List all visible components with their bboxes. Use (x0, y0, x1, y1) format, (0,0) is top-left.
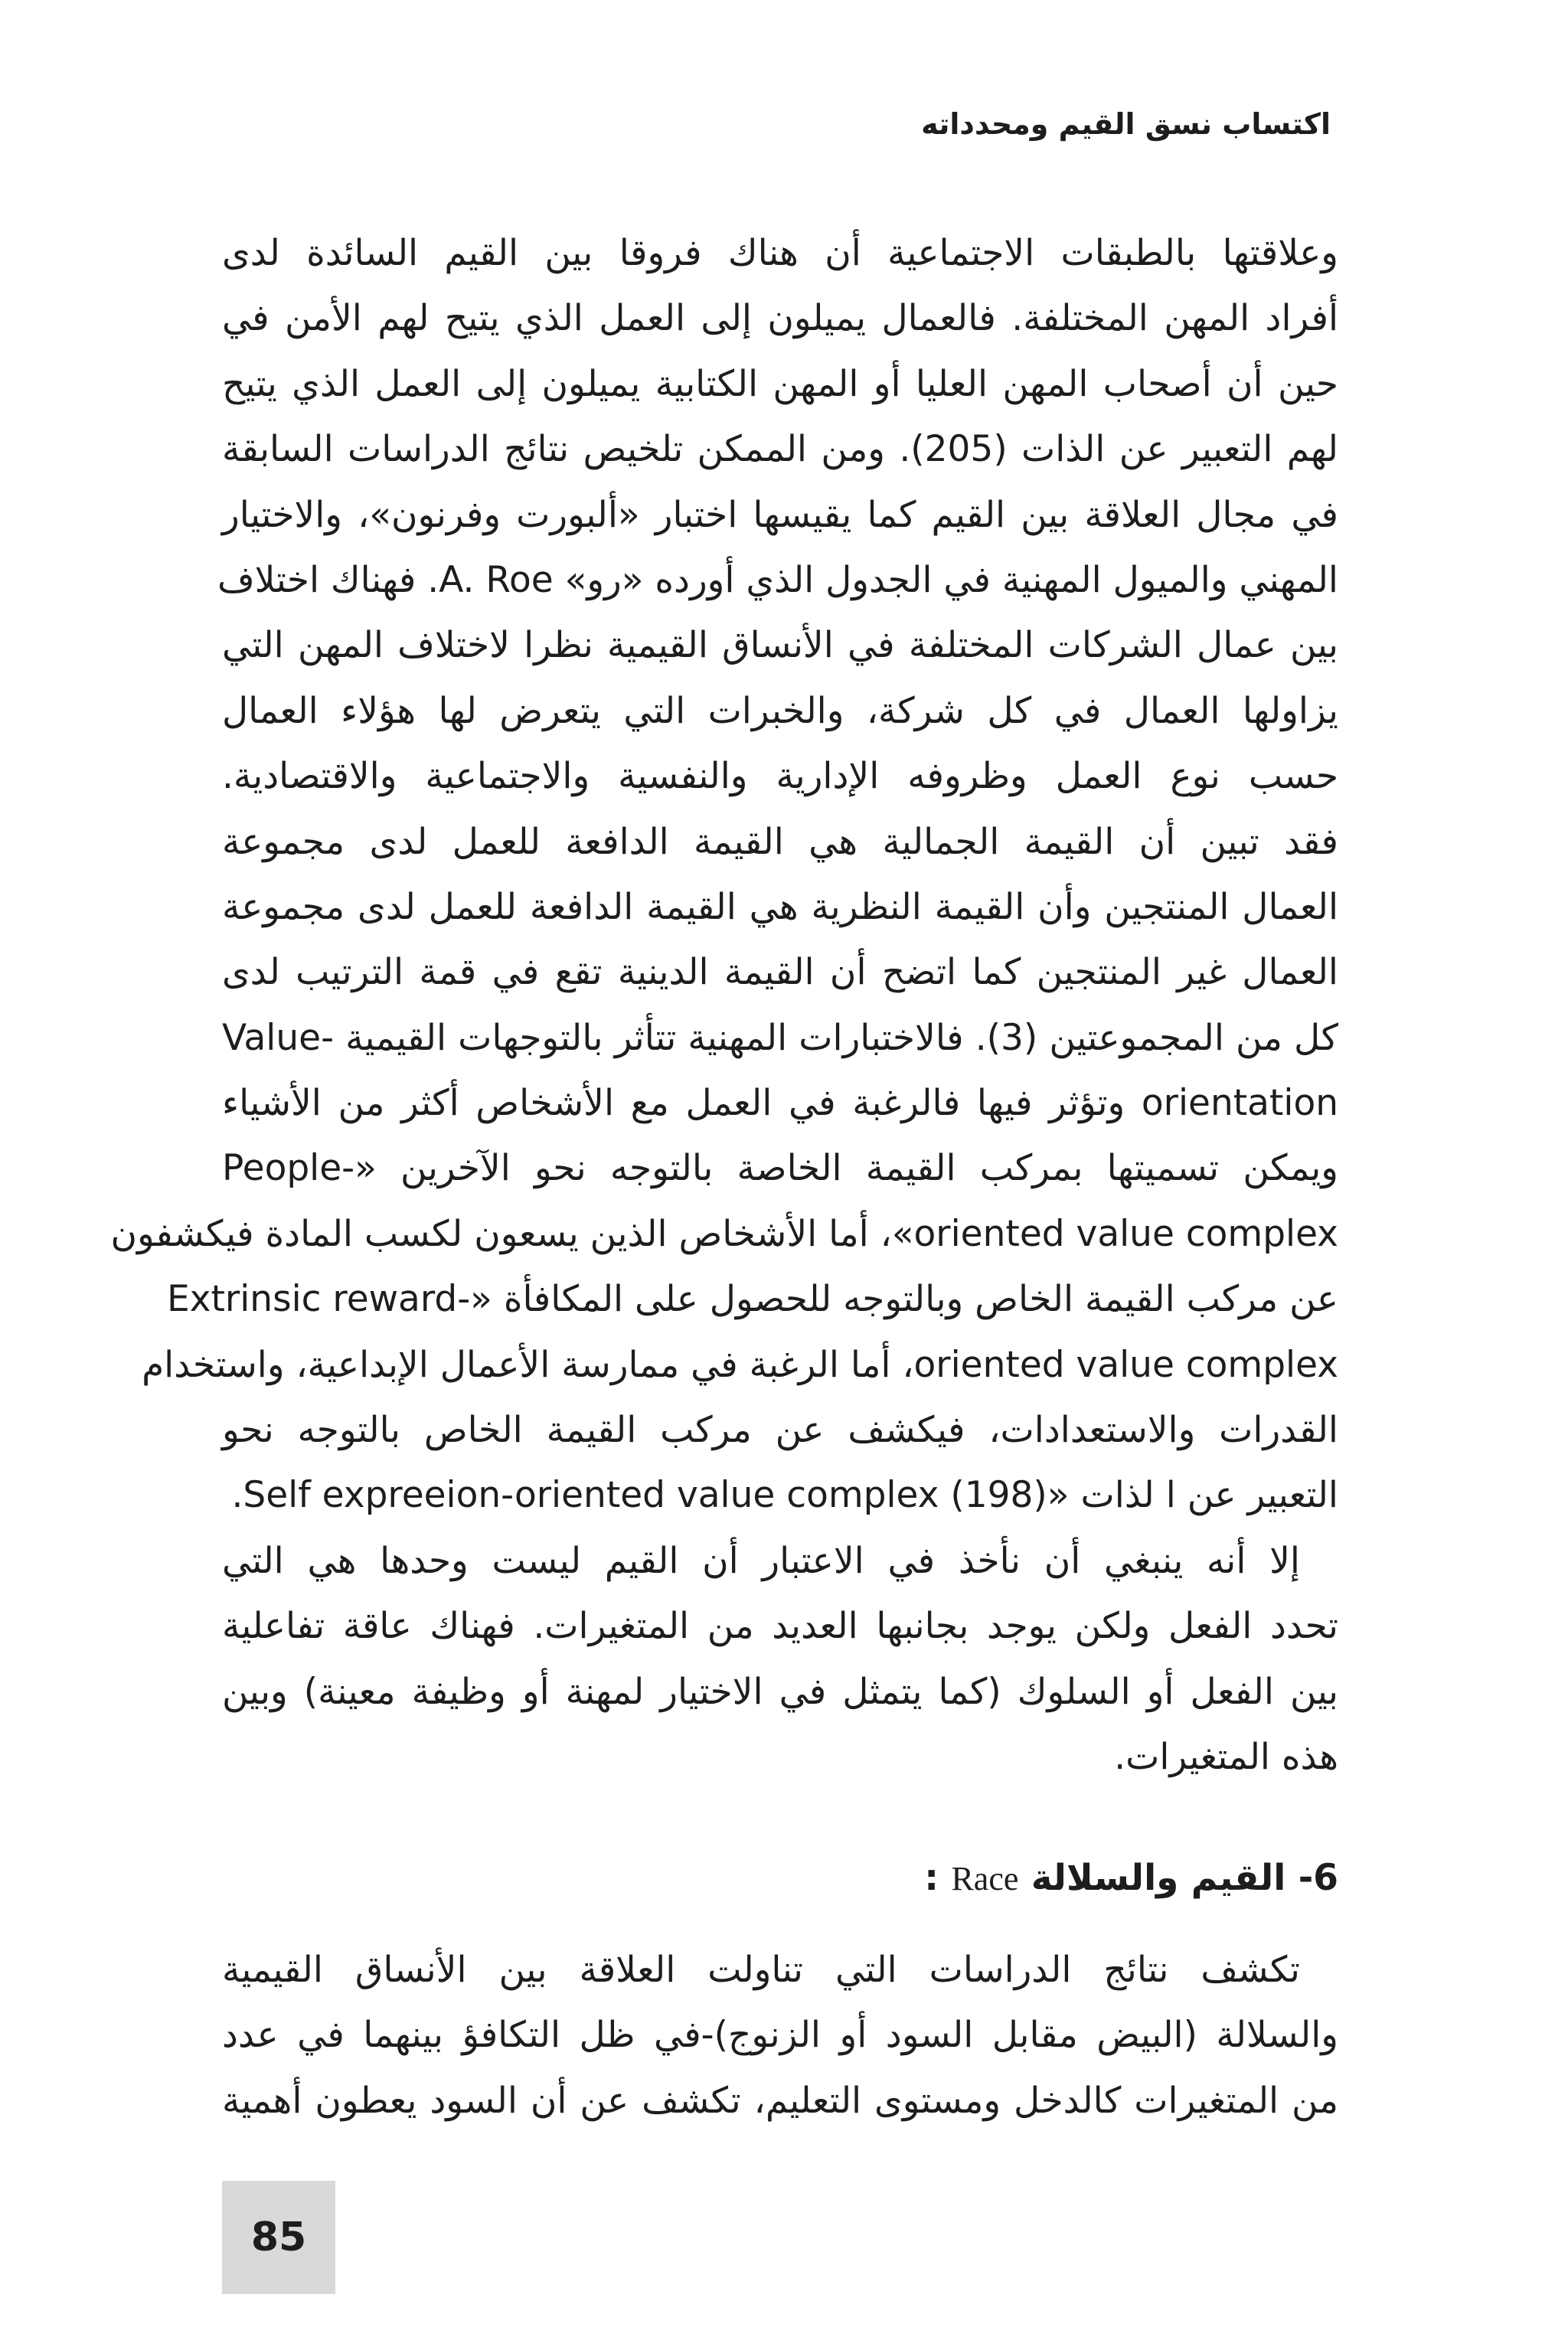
text-line: العمال غير المنتجين كما اتضح أن القيمة الدينية تقع في قمة الترتيب لدى (222, 951, 1338, 994)
text-line: إلا أنه ينبغي أن نأخذ في الاعتبار أن القيم ليست وحدها هي التي (222, 1539, 1300, 1582)
text-line: لهم التعبير عن الذات (205). ومن الممكن تلخيص نتائج الدراسات السابقة (222, 428, 1338, 471)
text-line: oriented value complex»، أما الأشخاص الذين يسعون لكسب المادة فيكشفون (110, 1212, 1338, 1255)
section-number: 6- (1298, 1857, 1338, 1899)
text-line: orientation وتؤثر فيها فالرغبة في العمل مع الأشخاص أكثر من الأشياء (222, 1082, 1338, 1125)
paragraph-1 (110, 221, 1338, 1528)
text-line: تكشف نتائج الدراسات التي تناولت العلاقة بين الأنساق القيمية (222, 1949, 1300, 1991)
text-line: التعبير عن ا لذات «Self expreeion-oriented value complex (198). (231, 1474, 1338, 1517)
text-line: هذه المتغيرات. (1114, 1735, 1338, 1778)
page-number: 85 (250, 2214, 307, 2260)
text-line: فقد تبين أن القيمة الجمالية هي القيمة الدافعة للعمل لدى مجموعة (222, 820, 1338, 863)
text-line: حين أن أصحاب المهن العليا أو المهن الكتابية يميلون إلى العمل الذي يتيح (222, 362, 1338, 405)
text-line: من المتغيرات كالدخل ومستوى التعليم، تكشف عن أن السود يعطون أهمية (222, 2079, 1338, 2122)
running-head: اكتساب نسق القيم ومحدداته (921, 107, 1331, 141)
paragraph-2 (222, 1528, 1338, 1790)
text-line: بين عمال الشركات المختلفة في الأنساق القيمية نظرا لاختلاف المهن التي (222, 624, 1338, 667)
text-line: عن مركب القيمة الخاص وبالتوجه للحصول على المكافأة «-Extrinsic reward (166, 1278, 1338, 1321)
text-line: oriented value complex، أما الرغبة في ممارسة الأعمال الإبداعية، واستخدام (142, 1343, 1338, 1386)
section-title: القيم والسلالة (1031, 1857, 1286, 1899)
main-text (110, 221, 1338, 1789)
text-line: والسلالة (البيض مقابل السود أو الزنوج)-في ظل التكافؤ بينهما في عدد (222, 2014, 1338, 2057)
page-number-box (222, 2181, 335, 2294)
text-line: في مجال العلاقة بين القيم كما يقيسها اختبار «ألبورت وفرنون»، والاختيار (222, 493, 1338, 536)
text-line: وعلاقتها بالطبقات الاجتماعية أن هناك فروقا بين القيم السائدة لدى (222, 232, 1338, 274)
text-line: حسب نوع العمل وظروفه الإدارية والنفسية والاجتماعية والاقتصادية. (222, 755, 1338, 798)
text-line: ويمكن تسميتها بمركب القيمة الخاصة بالتوجه نحو الآخرين «-People (222, 1147, 1338, 1190)
text-line: المهني والميول المهنية في الجدول الذي أورده «رو» A. Roe. فهناك اختلاف (217, 558, 1338, 601)
section-heading (190, 1857, 1338, 1899)
section-title-latin: Race (951, 1860, 1019, 1897)
text-line: القدرات والاستعدادات، فيكشف عن مركب القيمة الخاص بالتوجه نحو (222, 1409, 1338, 1452)
text-line: بين الفعل أو السلوك (كما يتمثل في الاختيار لمهنة أو وظيفة معينة) وبين (222, 1670, 1338, 1713)
text-line: تحدد الفعل ولكن يوجد بجانبها العديد من المتغيرات. فهناك عاقة تفاعلية (222, 1605, 1338, 1648)
text-line: العمال المنتجين وأن القيمة النظرية هي القيمة الدافعة للعمل لدى مجموعة (222, 885, 1338, 928)
text-line: أفراد المهن المختلفة. فالعمال يميلون إلى العمل الذي يتيح لهم الأمن في (222, 297, 1338, 340)
text-line: يزاولها العمال في كل شركة، والخبرات التي يتعرض لها هؤلاء العمال (222, 689, 1338, 732)
text-line: كل من المجموعتين (3). فالاختبارات المهنية تتأثر بالتوجهات القيمية -Value (222, 1016, 1338, 1059)
paragraph-3 (222, 1937, 1338, 2133)
section-colon: : (924, 1857, 939, 1899)
